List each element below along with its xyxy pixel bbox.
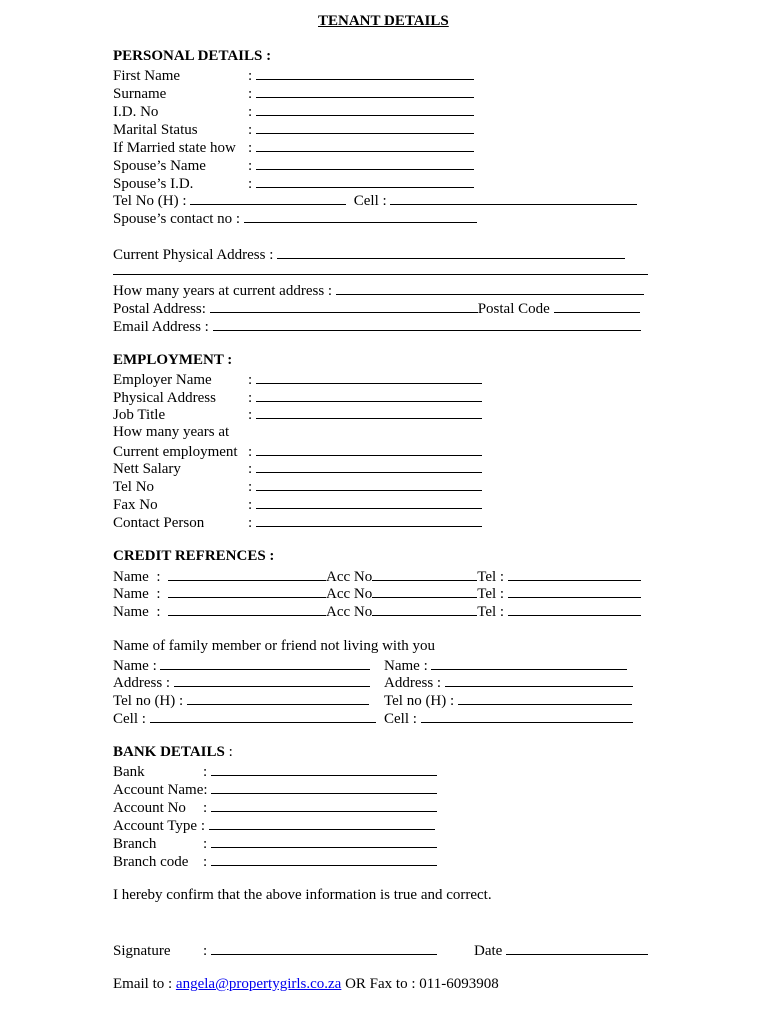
branch-code-field[interactable] [211,851,437,866]
credit-tel-field[interactable] [508,601,641,616]
family-tel-field-2[interactable] [458,690,632,705]
field-label: If Married state how [113,140,236,156]
emp-tel-row: Tel No : [113,476,482,494]
date-label: Date [474,943,503,959]
family-tel-label: Tel no (H) : [113,693,184,709]
postal-code-field[interactable] [554,298,640,313]
spouse-contact-row [113,208,477,226]
years-employment-row: Current employment : [113,441,482,459]
spouse-name-field[interactable] [256,155,474,170]
family-name-field-1[interactable] [160,655,370,670]
marital-status-field[interactable] [256,119,474,134]
date-field[interactable] [506,940,648,955]
family-name-row-2 [384,655,627,673]
field-label: Tel No [113,479,155,495]
credit-acc-field[interactable] [372,601,477,616]
credit-tel-field[interactable] [508,583,641,598]
fax-field[interactable] [256,494,482,509]
employer-name-row: Employer Name : [113,369,482,387]
branch-code-row: Branch code : [113,851,437,869]
cell-label: Cell : [353,193,387,209]
bank-field[interactable] [211,761,437,776]
field-label: First Name [113,68,181,84]
surname-field[interactable] [256,83,474,98]
current-address-label: Current Physical Address : [113,247,274,263]
confirmation-text: I hereby confirm that the above information is true and correct. [113,887,492,903]
branch-row: Branch : [113,833,437,851]
family-cell-row-2 [384,708,633,726]
tel-h-label: Tel No (H) : [113,193,187,209]
postal-address-label: Postal Address: [113,301,206,317]
email-address-label: Email Address : [113,319,209,335]
branch-field[interactable] [211,833,437,848]
account-no-row: Account No : [113,797,437,815]
form-title: TENANT DETAILS [318,13,449,29]
field-label: Branch code [113,854,189,870]
cell-field[interactable] [390,190,637,205]
field-label: Physical Address [113,390,216,406]
field-label: Fax No [113,497,158,513]
credit-tel-label: Tel : [477,604,505,620]
credit-tel-label: Tel : [477,586,505,602]
family-cell-label: Cell : [384,711,417,727]
employment-heading: EMPLOYMENT : [113,352,233,368]
bank-row: Bank : [113,761,437,779]
family-address-row [113,672,370,690]
family-name-label: Name : [113,658,157,674]
first-name-field[interactable] [256,65,474,80]
spouse-contact-field[interactable] [244,208,477,223]
field-label: Nett Salary [113,461,181,477]
surname-row: Surname : [113,83,474,101]
family-cell-label: Cell : [113,711,146,727]
field-label: Spouse’s I.D. [113,176,194,192]
field-label: Bank [113,764,145,780]
family-tel-field-1[interactable] [187,690,369,705]
account-name-field[interactable] [211,779,437,794]
credit-acc-field[interactable] [372,583,477,598]
employer-name-field[interactable] [256,369,482,384]
credit-acc-label: Acc No [326,569,373,585]
family-cell-field-2[interactable] [421,708,633,723]
spouse-name-row: Spouse’s Name : [113,155,474,173]
field-label: Current employment [113,444,238,460]
bank-heading-colon: : [224,744,233,760]
signature-field[interactable] [211,940,437,955]
credit-name-field[interactable] [168,583,326,598]
credit-row: Name : Acc No Tel : [113,566,641,584]
family-intro: Name of family member or friend not living with you [113,638,436,654]
tel-h-field[interactable] [190,190,346,205]
credit-acc-field[interactable] [372,566,477,581]
credit-row: Name : Acc No Tel : [113,583,641,601]
current-address-field[interactable] [277,244,625,259]
email-link[interactable]: angela@propertygirls.co.za [175,976,342,992]
field-label: Branch [113,836,157,852]
postal-row [113,298,640,316]
family-address-row-2 [384,672,633,690]
tel-row [113,190,637,208]
account-name-row [113,779,437,797]
years-address-label: How many years at current address : [113,283,333,299]
field-label: Marital Status [113,122,198,138]
spouse-id-row: Spouse’s I.D. : [113,173,474,191]
years-employment-label1: How many years at [113,424,230,440]
family-address-label: Address : [113,675,171,691]
family-address-field-2[interactable] [445,672,633,687]
marital-status-row: Marital Status : [113,119,474,137]
id-no-row: I.D. No : [113,101,474,119]
footer-line [113,975,499,993]
bank-heading: BANK DETAILS [113,744,225,760]
physical-address-row: Physical Address : [113,387,482,405]
credit-name-field[interactable] [168,601,326,616]
family-cell-field-1[interactable] [150,708,376,723]
field-label: Account Type : [113,818,205,834]
credit-acc-label: Acc No [326,586,373,602]
date-row [474,940,648,958]
credit-heading: CREDIT REFRENCES : [113,548,275,564]
years-address-row [113,280,644,298]
footer-prefix: Email to : [113,976,176,992]
field-label: Employer Name [113,372,212,388]
married-how-row: If Married state how : [113,137,474,155]
credit-name-field[interactable] [168,566,326,581]
current-address-line2[interactable] [113,274,648,275]
id-no-field[interactable] [256,101,474,116]
credit-name-label: Name [113,569,149,585]
signature-label: Signature [113,943,171,959]
field-label: Account Name: [113,782,208,798]
family-cell-row [113,708,376,726]
email-address-field[interactable] [213,316,641,331]
job-title-row: Job Title : [113,404,482,422]
personal-heading: PERSONAL DETAILS : [113,48,272,64]
contact-person-field[interactable] [256,512,482,527]
postal-code-label: Postal Code [477,301,550,317]
married-how-field[interactable] [256,137,474,152]
job-title-field[interactable] [256,404,482,419]
field-label: Job Title [113,407,166,423]
family-tel-row [113,690,369,708]
bank-heading-row [113,743,233,761]
contact-person-row: Contact Person : [113,512,482,530]
credit-tel-field[interactable] [508,566,641,581]
spouse-contact-label: Spouse’s contact no : [113,211,241,227]
account-type-row [113,815,435,833]
years-address-field[interactable] [336,280,644,295]
years-employment-field[interactable] [256,441,482,456]
postal-address-field[interactable] [210,298,478,313]
family-address-field-1[interactable] [174,672,370,687]
current-address-row [113,244,625,262]
spouse-id-field[interactable] [256,173,474,188]
credit-acc-label: Acc No [326,604,373,620]
credit-name-label: Name [113,586,149,602]
email-row [113,316,641,334]
field-label: Account No [113,800,186,816]
footer-suffix: OR Fax to : 011-6093908 [341,976,499,992]
nett-salary-field[interactable] [256,458,482,473]
family-address-label: Address : [384,675,442,691]
family-tel-row-2 [384,690,632,708]
family-name-field-2[interactable] [431,655,627,670]
family-name-row [113,655,370,673]
field-label: Spouse’s Name [113,158,206,174]
credit-row: Name : Acc No Tel : [113,601,641,619]
field-label: I.D. No [113,104,159,120]
signature-row: Signature : [113,940,437,958]
fax-row: Fax No : [113,494,482,512]
first-name-row: First Name : [113,65,474,83]
physical-address-field[interactable] [256,387,482,402]
family-tel-label: Tel no (H) : [384,693,455,709]
account-no-field[interactable] [211,797,437,812]
credit-name-label: Name [113,604,149,620]
field-label: Contact Person [113,515,205,531]
emp-tel-field[interactable] [256,476,482,491]
account-type-field[interactable] [209,815,435,830]
family-name-label: Name : [384,658,428,674]
credit-tel-label: Tel : [477,569,505,585]
nett-salary-row: Nett Salary : [113,458,482,476]
field-label: Surname [113,86,167,102]
